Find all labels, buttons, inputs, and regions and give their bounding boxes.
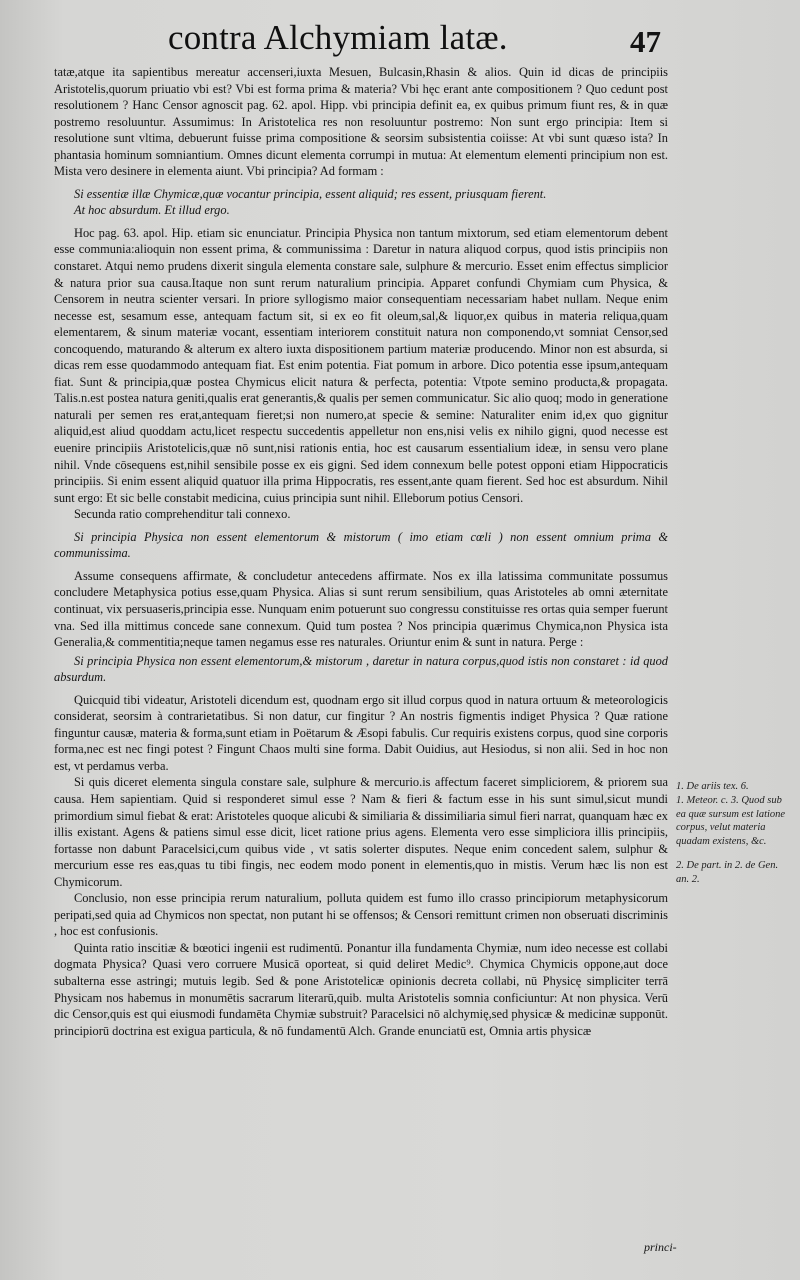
- main-text: [54, 64, 668, 1039]
- page-header: [0, 18, 800, 62]
- syllogism-line: Si principia Physica non essent elementorum & mistorum ( imo etiam cœli ) non essent omnium prima & communissima.: [54, 529, 668, 561]
- margin-note: 2. De part. in 2. de Gen. an. 2.: [676, 859, 779, 885]
- paragraph: Hoc pag. 63. apol. Hip. etiam sic enunciatur. Principia Physica non tantum mixtorum, sed etiam elementorum debent esse communia:alioquin non essent prima, & communissima : Daretur in natura aliquod corpus, quod istis principiis non constaret. Atqui nemo prudens dixerit singula elementa constare sale, sulphure & mercurio. Esset enim effectus simplicior & natura prior sua causa.Itaque non sunt rerum naturalium principia. Apparet confundi Chymiam cum Physica, & Censorem in neutra scienter versari. In priore syllogismo maior consequentiam necessariam habet nullam. Neque enim necesse est, sesamum esse, antequam factum sit, si ex eo fit oleum,sal,& liquor,ex quibus in materia reliqua,quam elementarem, & sinum materiæ vocant, essentiam interiorem constituit natura non componendo,vt somniat Censor,sed concoquendo, maturando & alterum ex altero iuxta dispositionem partium materiæ producendo. Minor non est absurda, si dicas rem esse quodammodo antequam fiat. Est enim potentia. Fiat pomum in arbore. Dico potentia esse ipsum,antequam fiat. Sunt & principia,quæ postea Chymicus elicit natura & perfecta, potentia: Vtpote semino producta,& propagata. Talis.n.est postea natura geniti,qualis erat generantis,& qualis per semen communicatur. Sic alio quoq; modo in generatione naturali per semen res erat,antequam fieret;si non numero,at specie & semine: Naturaliter enim id,ex quo gignitur aliquid,est aliud quoddam actu,licet respectu succedentis appelletur non ens,nisi velis ex nihilo gigni, quod necesse est euenire principiis Aristotelicis,quæ nō sunt,nisi rationis entia, hoc est causarum essentialium ideæ, in sensu vero plane nihil. Vnde cōsequens est,nihil sensibile posse ex eis gigni. Sed idem connexum belle potest opponi etiam Hippocraticis principiis. Si enim essent aliquid quatuor illa prima Hippocratis, res essent,ante quam fierent. Sed hoc est absurdum. Nihil sunt ergo: Et sic belle constabit medicina, cuius principia sunt nihil. Elleborum potius Censori.: [54, 225, 668, 505]
- catchword: princi-: [644, 1240, 677, 1254]
- margin-notes: [676, 780, 786, 887]
- running-head: contra Alchymiam latæ.: [168, 18, 508, 57]
- paragraph: Assume consequens affirmate, & concludetur antecedens affirmate. Nos ex illa latissima communitate possumus concludere Metaphysica potius esse,quam Physica. Alias si sunt rerum sensibilium, quas Aristoteles ab omni æternitate continuat, vix persuaseris,principia esse. Nunquam enim potuerunt suo congressu constituisse res ortas quia semper fuerunt vna. Sed illa mittimus concede sane connexum. Quid tum postea ? Nos principia quærimus Chymica,non Physica ista Generalia,& commentitia;neque tamen negamus esse res naturales. Oriuntur enim & sunt in natura. Perge :: [54, 568, 668, 650]
- paragraph: tatæ,atque ita sapientibus mereatur accenseri,iuxta Mesuen, Bulcasin,Rhasin & alios. Quin id dicas de principiis Aristotelis,quorum priuatio vbi est? Vbi est forma prima & materia? Vbi hęc erant ante compositionem ? Quo cedunt post resolutionem ? Hanc Censor agnoscit pag. 62. apol. Hipp. vbi principia definit ea, ex quibus primum fiunt res, & in quæ postremo resoluuntur. Assumimus: In Aristotelica res non resoluuntur postremo: Non sunt ergo principia: Item si resolutione sunt vltima, debuerunt fuisse prima compositione & seorsim subsistentia coiisse: At vbi sunt quæso ista? In phantasia hominum somniantium. Omnes dicunt elementa corrumpi in mutua: At elementum elementi principium non est. Mista vero desinere in elementa aiunt. Vbi principia? Ad formam :: [54, 65, 668, 179]
- margin-note: 1. Meteor. c. 3. Quod sub ea quæ sursum est latione corpus, velut materia quadam existens, &c.: [676, 794, 786, 848]
- margin-note: 1. De ariis tex. 6.: [676, 781, 749, 792]
- syllogism-line: Si essentiæ illæ Chymicæ,quæ vocantur principia, essent aliquid; res essent, priusquam fierent.: [74, 186, 547, 201]
- syllogism-line: Si principia Physica non essent elementorum,& mistorum , daretur in natura corpus,quod istis non constaret : id quod absurdum.: [54, 653, 668, 685]
- paragraph: Si quis diceret elementa singula constare sale, sulphure & mercurio.is affectum faceret simpliciorem, & priorem sua causa. Hem sapientiam. Quid si responderet simul esse ? Nam & fieri & factum esse in his sunt simul,sicut mundi primordium simul fiebat & erat: Aristoteles quoque alicubi & similiaria & dissimiliaria simul fieri narrat, quanquam hæc ex illis existant. Agens & patiens simul esse dicit, licet ratione prius agens. Elementa vero esse simpliciora illis principiis, fortasse non dabunt Paracelsici,cum quibus vide , vt satis solerter disputes. Neque enim concedent salem, sulphur & mercurium esse res eas,quas tu tibi fingis, nec eodem modo ponent in elementis,quo in mistis. Verum hæc lis non est Chymicorum.: [54, 775, 668, 889]
- paragraph: Quinta ratio inscitiæ & bœotici ingenii est rudimentū. Ponantur illa fundamenta Chymiæ, num ideo necesse est collabi dogmata Physica? Quasi vero corruere Musicā oporteat, si quid deliret Medic⁹. Chymica Chymicis oppone,aut doce subalterna esse astringi; mutuis legib. Sed & pone Aristotelicæ opinionis decreta collabi, nū Physicę simpliciter terrā Physicam nos habemus in monumētis sacrarum literarū,quib. multa Aristotelis somnia conficiuntur: At non physica. Verū dic Censor,quis est qui eiusmodi fundamēta Chymiæ substruit? Paracelsici nō alchymię,sed physicæ & medicinæ supponūt. principiorū doctrina est exigua particula, & nō fundamentū Alch. Grande enunciatū est, Omnia artis physicæ: [54, 940, 668, 1038]
- page-number: 47: [630, 24, 661, 59]
- syllogism-line: At hoc absurdum. Et illud ergo.: [74, 203, 230, 218]
- paragraph: Secunda ratio comprehenditur tali connexo.: [74, 507, 291, 522]
- paragraph: Conclusio, non esse principia rerum naturalium, polluta quidem est fumo illo crasso principiorum metaphysicorum peripati,sed quia ad Chymicos non spectat, non putant hi se offensos; & Censori remittunt crimen non obseruati discriminis , hoc est confusionis.: [54, 891, 668, 939]
- paragraph: Quicquid tibi videatur, Aristoteli dicendum est, quodnam ergo sit illud corpus quod in natura ortuum & meteorologicis considerat, seorsim à contrarietatibus. Si non datur, cur fingitur ? An nostris figmentis indiget Physica ? Quæ ratione finguntur causæ, materia & forma,sunt etiam in Poëtarum & Æsopi fabulis. Cur requiris existens corpus, quod sine corporis forma,nec est nec fingi potest ? Fingunt Chaos multi sine forma. Dabit Ouidius, aut Hesiodus, si non alii. Sed in hoc non est, vt perdamus verba.: [54, 692, 668, 773]
